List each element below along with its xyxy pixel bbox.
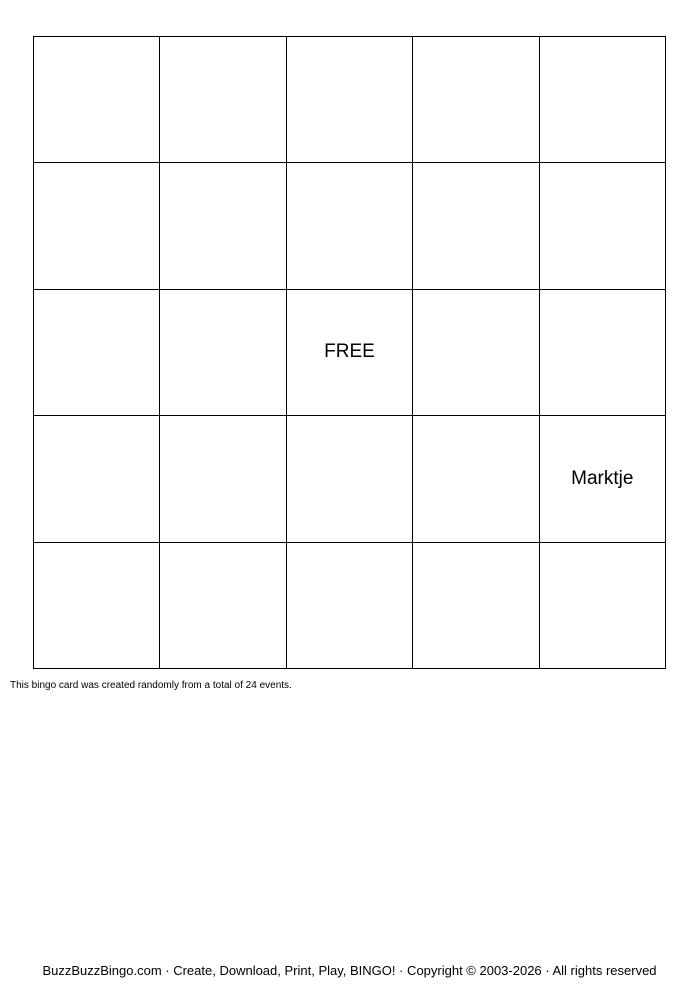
card-generation-note: This bingo card was created randomly from a total of 24 events. — [10, 680, 292, 691]
page-footer: BuzzBuzzBingo.com · Create, Download, Print, Play, BINGO! · Copyright © 2003-2026 · All rights reserved — [42, 963, 657, 978]
bingo-cell — [413, 290, 539, 416]
bingo-cell — [540, 163, 666, 289]
bingo-cell — [160, 290, 286, 416]
bingo-cell — [34, 416, 160, 542]
bingo-cell — [160, 543, 286, 669]
bingo-cell — [287, 163, 413, 289]
bingo-cell — [413, 37, 539, 163]
bingo-cell: Marktje — [540, 416, 666, 542]
bingo-cell — [34, 290, 160, 416]
bingo-cell — [413, 163, 539, 289]
bingo-cell — [540, 543, 666, 669]
bingo-cell — [287, 416, 413, 542]
bingo-free-cell: FREE — [287, 290, 413, 416]
bingo-card-grid — [33, 36, 666, 669]
bingo-cell — [540, 290, 666, 416]
bingo-cell — [413, 416, 539, 542]
bingo-cell — [160, 416, 286, 542]
bingo-cell — [540, 37, 666, 163]
bingo-cell — [34, 163, 160, 289]
bingo-cell — [160, 37, 286, 163]
bingo-cell — [160, 163, 286, 289]
bingo-cell — [287, 543, 413, 669]
bingo-cell — [34, 543, 160, 669]
bingo-cell — [287, 37, 413, 163]
bingo-cell — [34, 37, 160, 163]
bingo-cell — [413, 543, 539, 669]
